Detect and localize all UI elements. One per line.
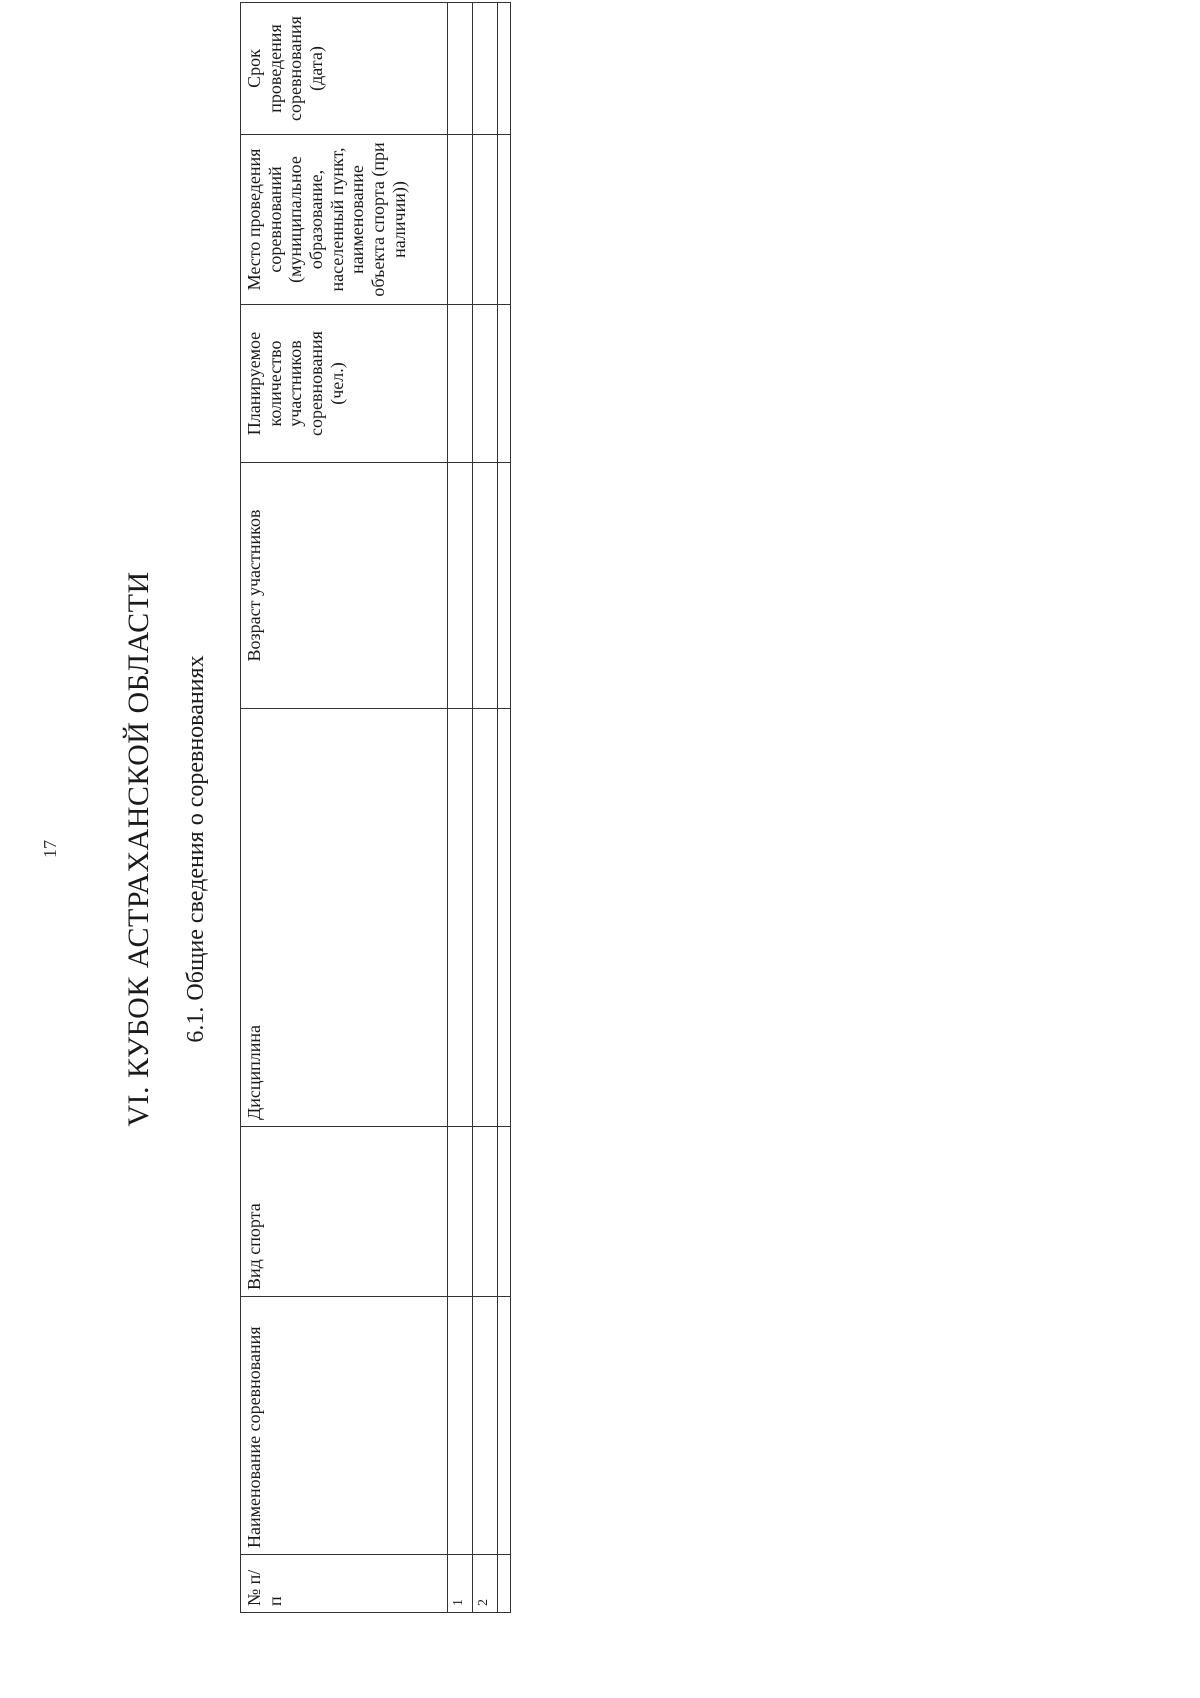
empty-cell	[498, 463, 511, 709]
row-number: 1	[448, 1555, 473, 1613]
cell-competition-name	[473, 1297, 498, 1555]
col-header-competition-name: Наименование соревнования	[241, 1297, 448, 1555]
col-header-venue: Место проведения соревнований (муниципальное образование, населенный пункт, наименование объекта спорта (при наличии))	[241, 135, 448, 305]
empty-cell	[498, 1297, 511, 1555]
section-title: VI. КУБОК АСТРАХАНСКОЙ ОБЛАСТИ	[122, 571, 155, 1127]
cell-dates	[448, 3, 473, 135]
cell-participant-age	[473, 463, 498, 709]
cell-discipline	[448, 709, 473, 1127]
table-row	[473, 3, 498, 1613]
table-row	[448, 3, 473, 1613]
col-header-discipline: Дисциплина	[241, 709, 448, 1127]
col-header-number: № п/п	[241, 1555, 448, 1613]
cell-discipline	[473, 709, 498, 1127]
col-header-planned-participants: Планируемое количество участников соревнования (чел.)	[241, 305, 448, 463]
empty-cell	[498, 135, 511, 305]
cell-dates	[473, 3, 498, 135]
cell-sport	[473, 1127, 498, 1297]
empty-cell	[498, 1555, 511, 1613]
row-number: 2	[473, 1555, 498, 1613]
empty-cell	[498, 709, 511, 1127]
cell-venue	[448, 135, 473, 305]
empty-cell	[498, 1127, 511, 1297]
empty-cell	[498, 305, 511, 463]
page-number: 17	[40, 840, 60, 858]
col-header-participant-age: Возраст участников	[241, 463, 448, 709]
table-header-row	[241, 3, 448, 1613]
cell-planned-participants	[448, 305, 473, 463]
col-header-sport: Вид спорта	[241, 1127, 448, 1297]
cell-competition-name	[448, 1297, 473, 1555]
cell-venue	[473, 135, 498, 305]
competition-info-table	[240, 2, 511, 1613]
subsection-title: 6.1. Общие сведения о соревнованиях	[183, 655, 209, 1043]
col-header-dates: Срок проведения соревнования (дата)	[241, 3, 448, 135]
table-row	[498, 3, 511, 1613]
cell-sport	[448, 1127, 473, 1297]
empty-cell	[498, 3, 511, 135]
cell-participant-age	[448, 463, 473, 709]
cell-planned-participants	[473, 305, 498, 463]
